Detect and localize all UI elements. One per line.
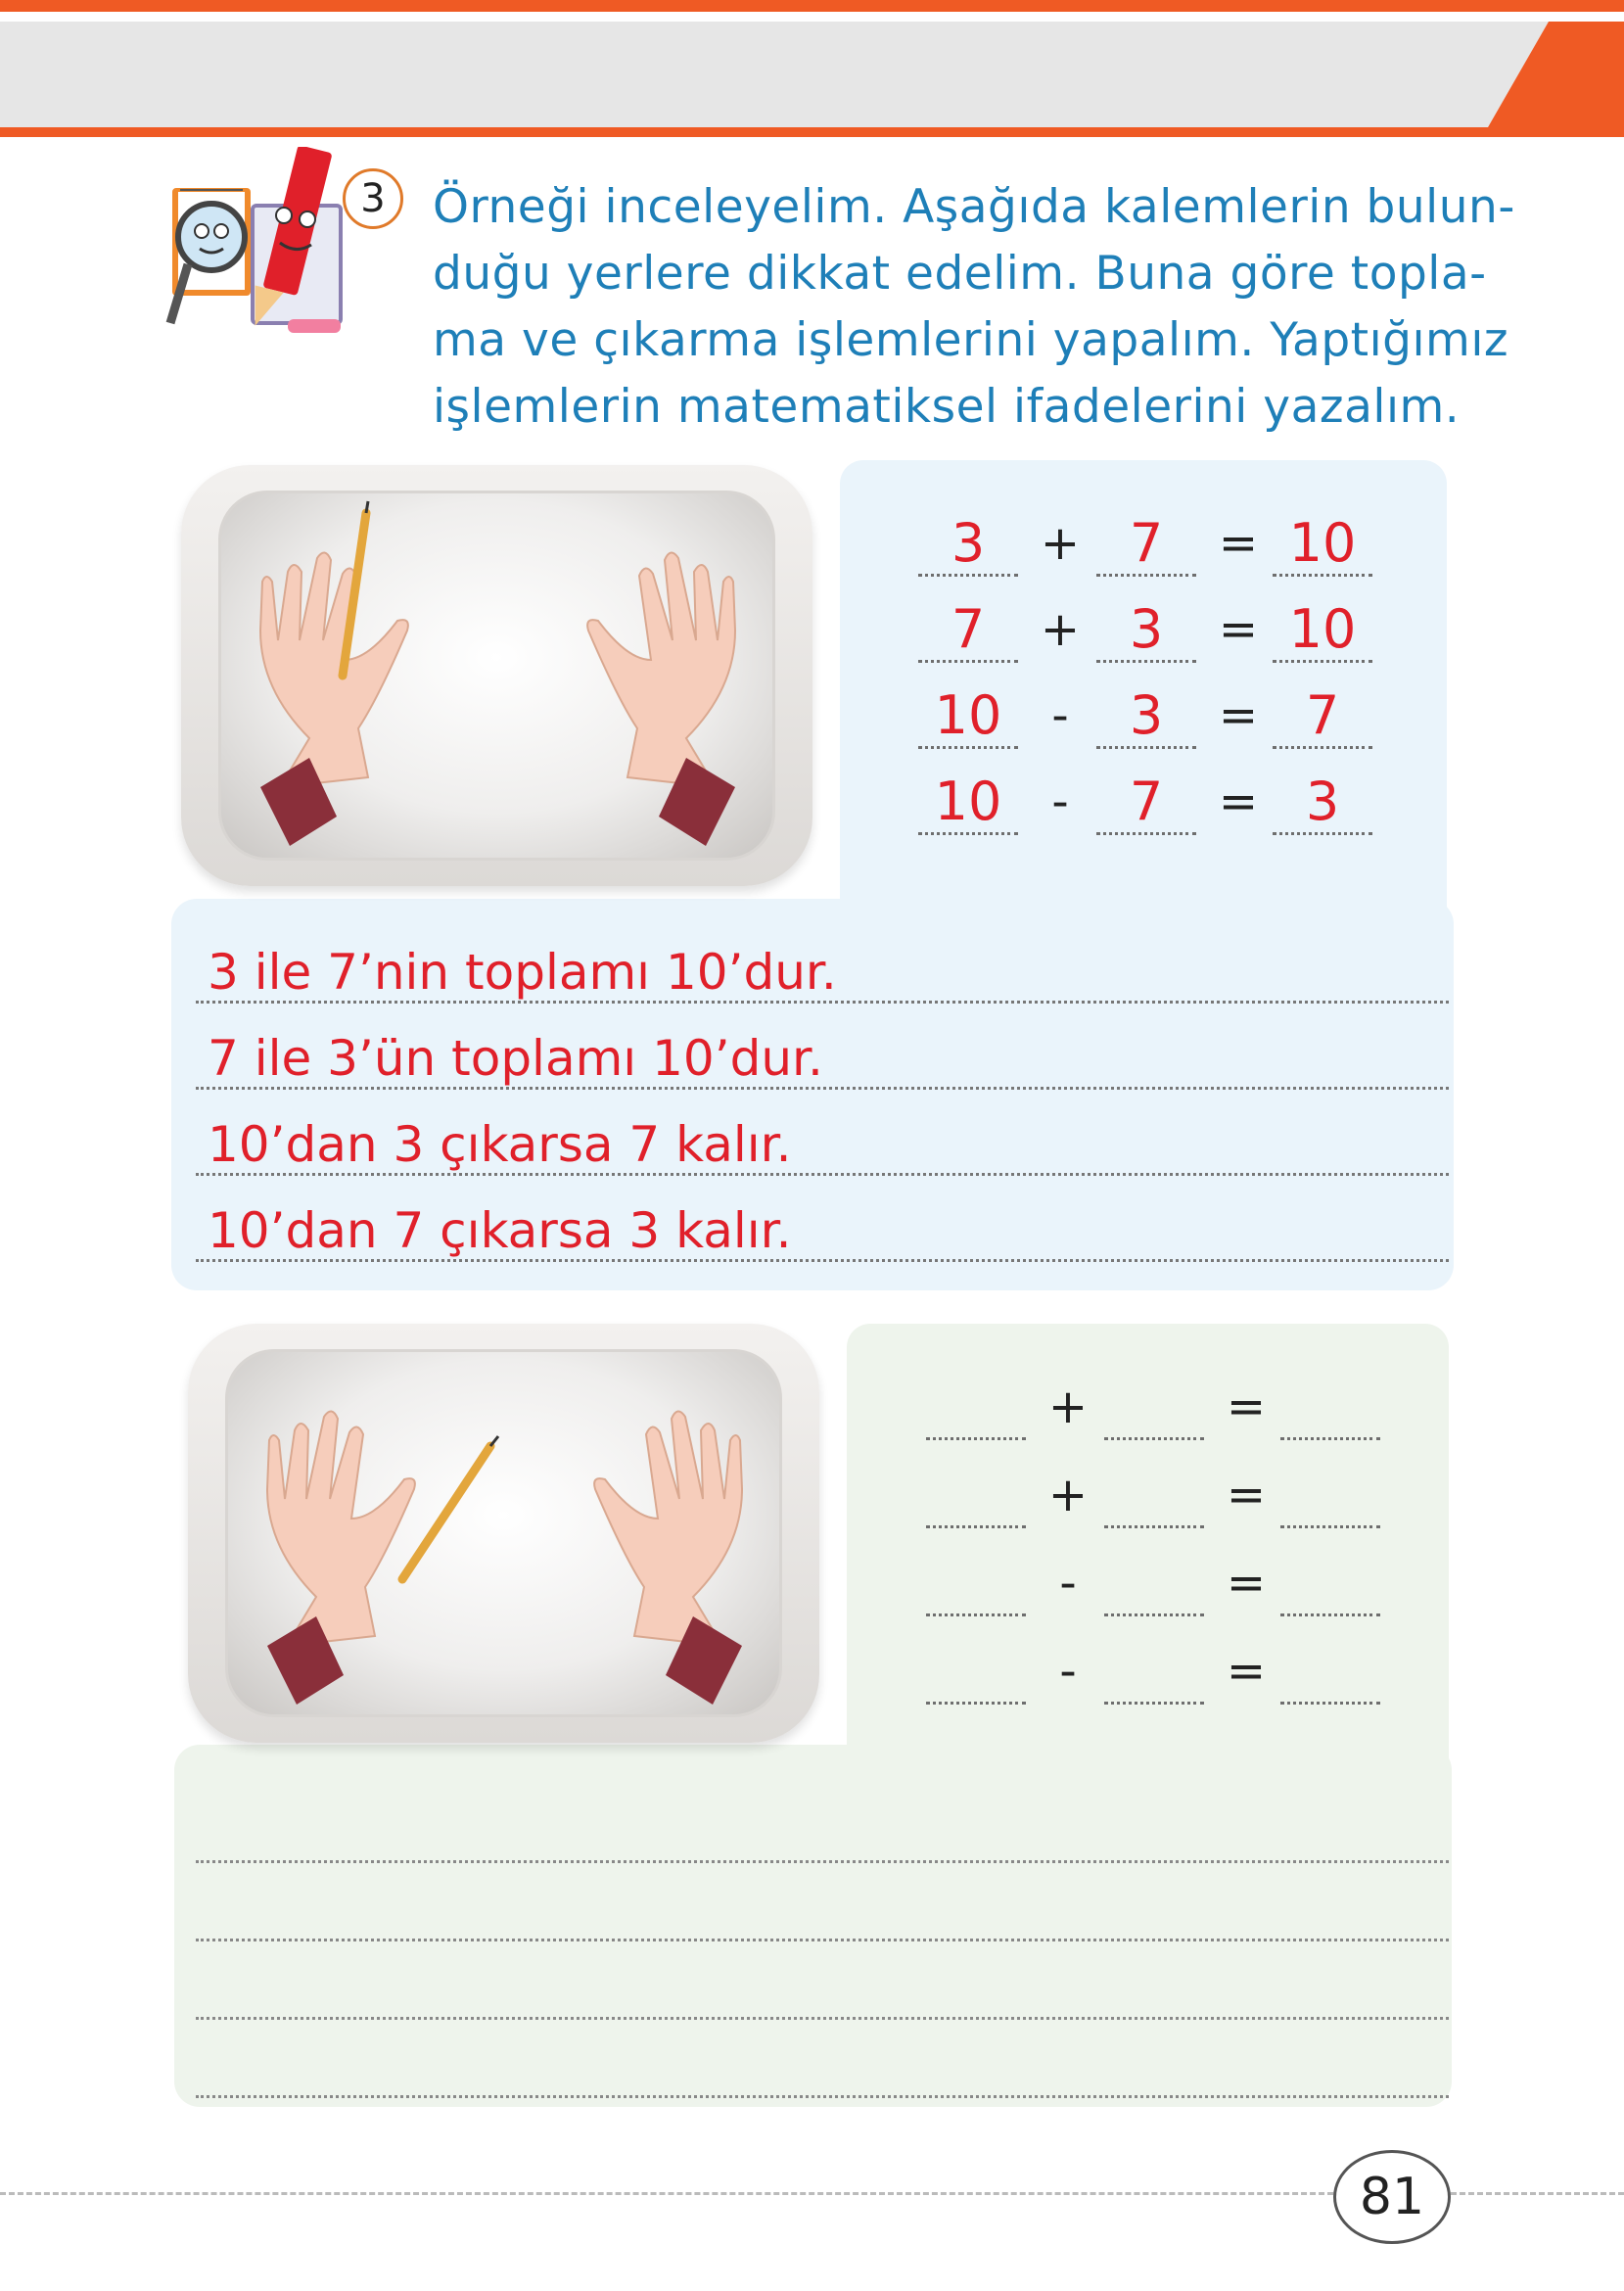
blank-operand-b[interactable] (1104, 1549, 1204, 1616)
equation-equals: = (1226, 1379, 1267, 1434)
equation-operand-b: 7 (1096, 509, 1196, 577)
left-hand-icon (267, 1411, 415, 1705)
exercise-equation-row (926, 1549, 1396, 1627)
exercise-equation-row (926, 1637, 1396, 1715)
sentence-line (196, 1097, 1449, 1176)
magnifier-pencil-mascot-icon (164, 147, 350, 338)
equation-equals: = (1226, 1644, 1267, 1699)
equation-result: 10 (1273, 509, 1372, 577)
exercise-equation-row (926, 1461, 1396, 1539)
writing-line[interactable] (196, 1858, 1449, 1863)
equation-operator: - (1059, 1556, 1077, 1611)
equation-equals: = (1218, 602, 1259, 657)
blank-operand-b[interactable] (1104, 1637, 1204, 1705)
equation-operator: + (1047, 1379, 1089, 1434)
sentence-line (196, 1183, 1449, 1262)
equation-operand-a: 10 (918, 768, 1018, 835)
blank-result[interactable] (1280, 1461, 1380, 1528)
writing-line[interactable] (196, 1937, 1449, 1941)
example-sentence: 10’dan 7 çıkarsa 3 kalır. (208, 1202, 792, 1259)
exercise-hands-illustration (228, 1352, 781, 1714)
equation-operand-b: 3 (1096, 595, 1196, 663)
sentence-line (196, 1010, 1449, 1090)
writing-line[interactable] (196, 2093, 1449, 2098)
exercise-tray (188, 1324, 819, 1743)
exercise-sentence-panel (174, 1745, 1452, 2107)
equation-equals: = (1218, 688, 1259, 743)
blank-operand-b[interactable] (1104, 1461, 1204, 1528)
equation-operand-b: 3 (1096, 681, 1196, 749)
blank-operand-b[interactable] (1104, 1373, 1204, 1440)
pencil-icon (402, 1436, 498, 1579)
equation-operator: - (1051, 774, 1069, 829)
blank-operand-a[interactable] (926, 1549, 1026, 1616)
right-hand-icon (587, 552, 735, 846)
equation-equals: = (1226, 1556, 1267, 1611)
header-band (0, 0, 1624, 147)
equation-operator: + (1040, 602, 1081, 657)
equation-operand-a: 10 (918, 681, 1018, 749)
example-equation-row (918, 768, 1388, 846)
exercise-equations (926, 1373, 1396, 1706)
example-equation-row (918, 681, 1388, 760)
blank-operand-a[interactable] (926, 1461, 1026, 1528)
page-number: 81 (1333, 2150, 1451, 2244)
equation-operator: - (1051, 688, 1069, 743)
blank-result[interactable] (1280, 1637, 1380, 1705)
left-hand-icon (260, 552, 408, 846)
equation-result: 10 (1273, 595, 1372, 663)
question-number: 3 (343, 168, 403, 229)
blank-result[interactable] (1280, 1549, 1380, 1616)
example-sentence: 3 ile 7’nin toplamı 10’dur. (208, 944, 837, 1001)
footer-divider-right (1451, 2192, 1624, 2195)
footer-divider-left (0, 2192, 1333, 2195)
equation-operator: + (1040, 516, 1081, 571)
question-text-line-3: ma ve çıkarma işlemlerini yapalım. Yaptığımız (433, 313, 1509, 367)
example-equation-row (918, 595, 1388, 674)
equation-result: 7 (1273, 681, 1372, 749)
example-hands-illustration (221, 493, 774, 858)
blank-operand-a[interactable] (926, 1637, 1026, 1705)
example-sentence: 7 ile 3’ün toplamı 10’dur. (208, 1030, 823, 1087)
equation-operator: - (1059, 1644, 1077, 1699)
equation-equals: = (1226, 1468, 1267, 1522)
right-hand-icon (594, 1411, 742, 1705)
example-equations (918, 509, 1388, 842)
equation-equals: = (1218, 774, 1259, 829)
equation-result: 3 (1273, 768, 1372, 835)
example-sentence: 10’dan 3 çıkarsa 7 kalır. (208, 1116, 792, 1173)
equation-operand-a: 3 (918, 509, 1018, 577)
question-text-line-2: duğu yerlere dikkat edelim. Buna göre topla- (433, 247, 1487, 301)
writing-line[interactable] (196, 2015, 1449, 2020)
sentence-line (196, 924, 1449, 1004)
blank-result[interactable] (1280, 1373, 1380, 1440)
example-equation-row (918, 509, 1388, 587)
question-text-line-4: işlemlerin matematiksel ifadelerini yazalım. (433, 380, 1461, 434)
example-tray (181, 465, 812, 886)
equation-operator: + (1047, 1468, 1089, 1522)
exercise-equation-row (926, 1373, 1396, 1451)
equation-equals: = (1218, 516, 1259, 571)
blank-operand-a[interactable] (926, 1373, 1026, 1440)
question-text-line-1: Örneği inceleyelim. Aşağıda kalemlerin bulun- (433, 180, 1515, 234)
equation-operand-a: 7 (918, 595, 1018, 663)
equation-operand-b: 7 (1096, 768, 1196, 835)
